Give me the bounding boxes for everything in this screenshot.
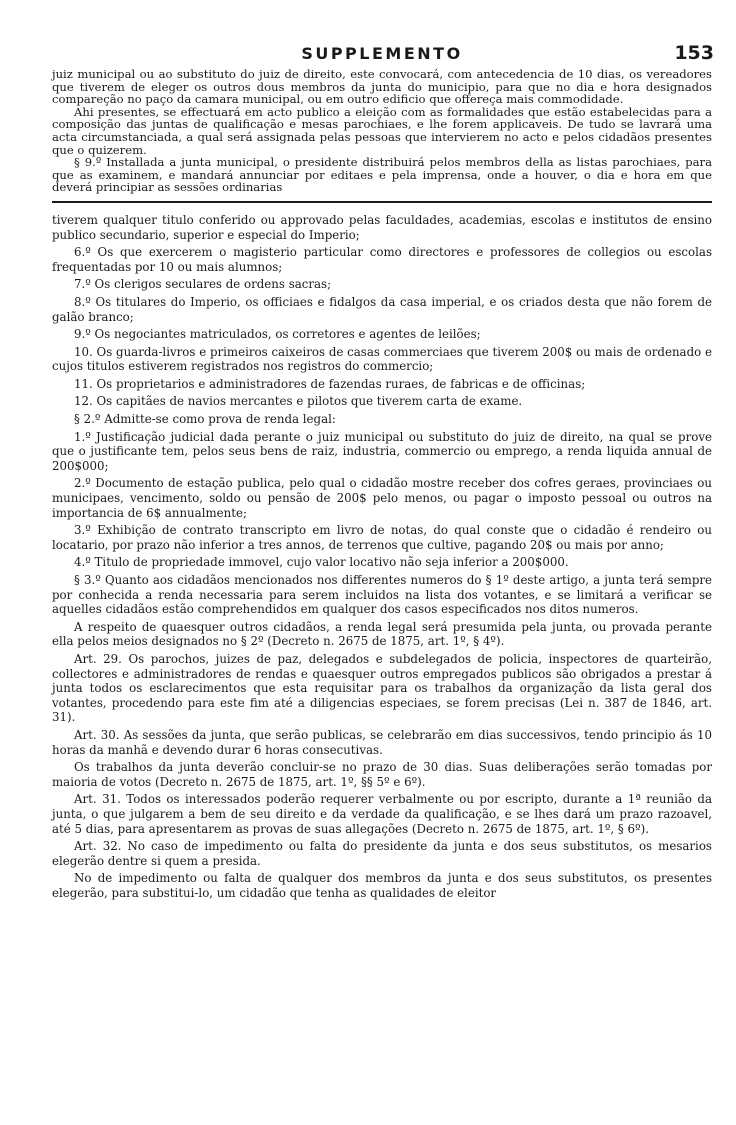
paragraph: tiverem qualquer titulo conferido ou approvado pelas faculdades, academias, escolas e institutos de ensino publico secundario, superior e especial do Imperio; (52, 212, 712, 242)
paragraph: 7.º Os clerigos seculares de ordens sacras; (74, 277, 332, 292)
paragraph: 6.º Os que exercerem o magisterio particular como directores e professores de collegios ou escolas frequentadas por 10 ou mais alumnos; (52, 245, 712, 274)
paragraph: § 2.º Admitte-se como prova de renda legal: (74, 412, 336, 427)
paragraph: 12. Os capitães de navios mercantes e pilotos que tiverem carta de exame. (74, 394, 523, 409)
lower-section (52, 213, 712, 901)
paragraph: Ahi presentes, se effectuará em acto publico a eleição com as formalidades que estão estabelecidas para a composição das juntas de qualificação e mesas parochiaes, e lhe forem applicaveis. De tudo se lavrará uma acta circumstanciada, a qual será assignada pelas pessoas que intervierem no acto e pelos cidadãos presentes que o quizerem. (52, 104, 712, 157)
paragraph: juiz municipal ou ao substituto do juiz de direito, este convocará, com antecedencia de 10 dias, os vereadores que tiverem de eleger os outros dous membros da junta do municipio, para que no dia e hora designados compareção no paço da camara municipal, ou em outro edificio que offereça mais commodidade. (52, 67, 712, 107)
running-title: SUPPLEMENTO (301, 44, 463, 63)
paragraph: 10. Os guarda-livros e primeiros caixeiros de casas commerciaes que tiverem 200$ ou mais de ordenado e cujos titulos estiverem registrados nos registros do commercio; (52, 344, 712, 374)
paragraph: A respeito de quaesquer outros cidadãos, a renda legal será presumida pela junta, ou provada perante ella pelos meios designados no § 2º (Decreto n. 2675 de 1875, art. 1º, § 4º). (52, 619, 712, 649)
paragraph: 3.º Exhibição de contrato transcripto em livro de notas, do qual conste que o cidadão é rendeiro ou locatario, por prazo não inferior a tres annos, de terrenos que cultive, pagando 20$ ou mais por anno; (52, 523, 712, 552)
paragraph: Os trabalhos da junta deverão concluir-se no prazo de 30 dias. Suas deliberações serão tomadas por maioria de votos (Decreto n. 2675 de 1875, art. 1º, §§ 5º e 6º). (52, 760, 712, 789)
paragraph: 1.º Justificação judicial dada perante o juiz municipal ou substituto do juiz de direito, na qual se prove que o justificante tem, pelos seus bens de raiz, industria, commercio ou emprego, a renda liquida annual de 200$000; (52, 429, 712, 473)
upper-section (52, 68, 712, 194)
paragraph: Art. 31. Todos os interessados poderão requerer verbalmente ou por escripto, durante a 1ª reunião da junta, o que julgarem a bem de seu direito e da verdade da qualificação, e se lhes dará um prazo razoavel, até 5 dias, para apresentarem as provas de suas allegações (Decreto n. 2675 de 1875, art. 1º, § 6º). (52, 792, 712, 836)
paragraph: 4.º Titulo de propriedade immovel, cujo valor locativo não seja inferior a 200$000. (74, 555, 569, 570)
document-page (52, 44, 712, 903)
page-number: 153 (674, 42, 714, 64)
paragraph: § 3.º Quanto aos cidadãos mencionados nos differentes numeros do § 1º deste artigo, a junta terá sempre por conhecida a renda necessaria para serem incluidos na lista dos votantes, e se limitará a verificar se aquelles cidadãos estão comprehendidos em qualquer dos casos especificados nos ditos numeros. (52, 573, 712, 617)
paragraph: Art. 32. No caso de impedimento ou falta do presidente da junta e dos seus substitutos, os mesarios elegerão dentre si quem a presida. (52, 839, 712, 868)
section-divider (52, 201, 712, 203)
paragraph: 8.º Os titulares do Imperio, os officiaes e fidalgos da casa imperial, e os criados desta que não forem de galão branco; (52, 294, 712, 324)
paragraph: 2.º Documento de estação publica, pelo qual o cidadão mostre receber dos cofres geraes, provinciaes ou municipaes, vencimento, soldo ou pensão de 200$ pelo menos, ou pagar o imposto pessoal ou outros na importancia de 6$ annualmente; (52, 476, 712, 520)
page-header (52, 44, 712, 66)
paragraph: No de impedimento ou falta de qualquer dos membros da junta e dos seus substitutos, os presentes elegerão, para substitui-lo, um cidadão que tenha as qualidades de eleitor (52, 871, 712, 900)
paragraph: 9.º Os negociantes matriculados, os corretores e agentes de leilões; (74, 327, 481, 342)
paragraph: Art. 29. Os parochos, juizes de paz, delegados e subdelegados de policia, inspectores de quarteirão, collectores e administradores de rendas e quaesquer outros empregados publicos são obrigados a prestar á junta todos os esclarecimentos que esta requisitar para os trabalhos da organização da lista geral dos votantes, procedendo para este fim até a diligencias especiaes, se forem precisas (Lei n. 387 de 1846, art. 31). (52, 651, 712, 725)
paragraph: § 9.º Installada a junta municipal, o presidente distribuirá pelos membros della as listas parochiaes, para que as examinem, e mandará annunciar por editaes e pela imprensa, onde a houver, o dia e hora em que deverá principiar as sessões ordinarias (52, 155, 712, 195)
paragraph: Art. 30. As sessões da junta, que serão publicas, se celebrarão em dias successivos, tendo principio ás 10 horas da manhã e devendo durar 6 horas consecutivas. (52, 727, 712, 757)
paragraph: 11. Os proprietarios e administradores de fazendas ruraes, de fabricas e de officinas; (74, 376, 586, 391)
